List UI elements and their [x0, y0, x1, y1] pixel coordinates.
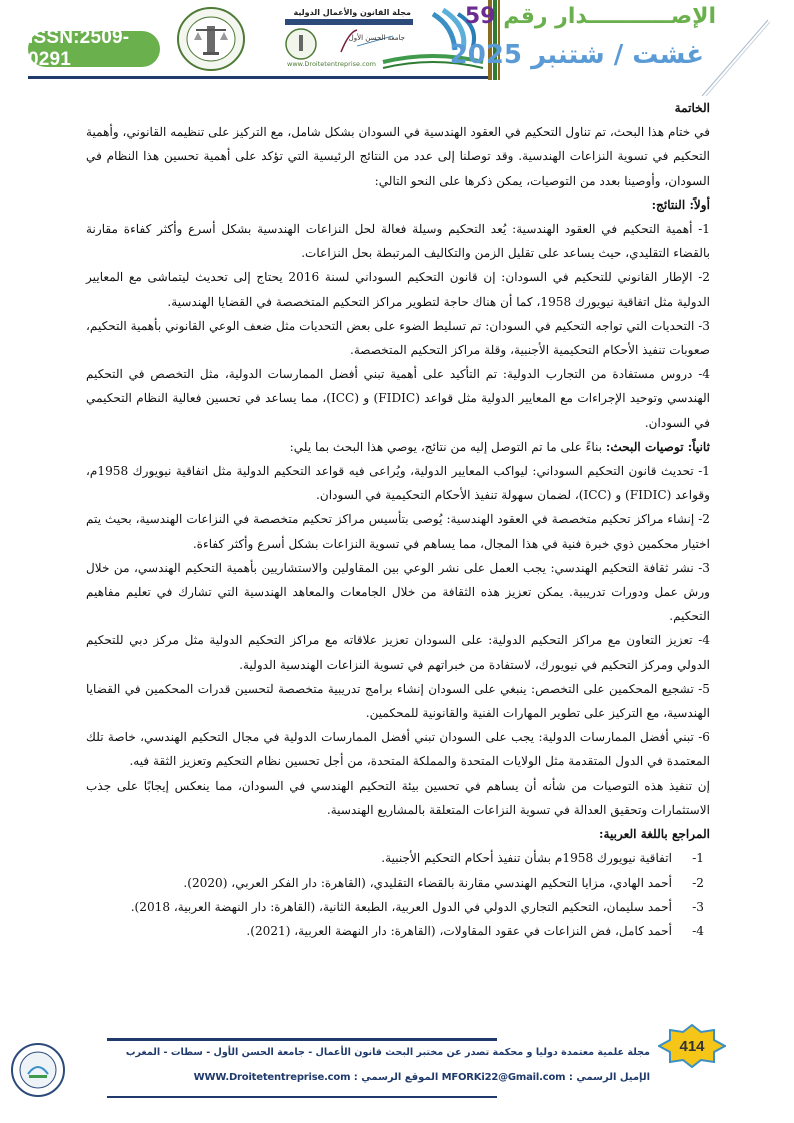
director-stamp-icon: [10, 1042, 66, 1098]
header-rule: [28, 76, 488, 79]
recommendation-item: 4- تعزيز التعاون مع مراكز التحكيم الدولية: على السودان تعزيز علاقاته مع مراكز التحكيم الدولية مثل مركز دبي للتحكيم الدولي ومركز التحكيم في نيويورك، لاستفادة من خبراتهم في تسوية النزاعات الهندسية الدولية.: [86, 633, 710, 672]
svg-text:مجلة القانون والأعمال الدولية: مجلة القانون والأعمال الدولية: [293, 8, 411, 17]
reference-text: اتفاقية نيويورك 1958م بشأن تنفيذ أحكام التحكيم الأجنبية.: [381, 851, 672, 866]
reference-number: 4-: [692, 923, 704, 938]
reference-text: أحمد الهادي، مزايا التحكيم الهندسي مقارنة بالقضاء التقليدي، (القاهرة: دار الفكر العربي، (2020).: [183, 875, 672, 890]
reference-item: [86, 919, 710, 943]
conclusion-heading: الخاتمة: [674, 101, 710, 115]
footer-journal-info: مجلة علمية معتمدة دوليا و محكمة تصدر عن مختبر البحث قانون الأعمال - جامعة الحسن الأول - سطات - المغرب: [125, 1047, 650, 1058]
recommendations-heading: [86, 435, 710, 459]
results-heading: أولاً: النتائج:: [651, 197, 710, 212]
recommendation-item: 1- تحديث قانون التحكيم السوداني: ليواكب المعايير الدولية، ويُراعى فيه قواعد التحكيم الدولية مثل اتفاقية نيويورك 1958م، وقواعد (FIDIC) و (ICC)، لضمان سهولة تنفيذ الأحكام التحكيمية في السودان.: [86, 464, 710, 503]
recommendations-heading-rest: بناءً على ما تم التوصل إليه من نتائج، يوصي هذا البحث بما يلي:: [289, 439, 606, 454]
closing-paragraph: إن تنفيذ هذه التوصيات من شأنه أن يساهم في تحسين بيئة التحكيم الهندسي في السودان، مما ينعكس إيجابًا على جذب الاستثمارات وتحقيق العدالة في تسوية النزاعات المتعلقة بالمشاريع الهندسية.: [86, 778, 710, 817]
decorative-diagonal: [700, 18, 770, 98]
article-body: [86, 96, 710, 943]
recommendation-item: 6- تبني أفضل الممارسات الدولية: يجب على السودان تبني أفضل الممارسات الدولية في مجال التحكيم الهندسي، خاصة تلك المعتمدة في الدول المتقدمة مثل الولايات المتحدة والمملكة المتحدة، من أجل تحسين نظام التحكيم وتعزيز الثقة فيه.: [86, 730, 710, 769]
page-number: 414: [679, 1037, 705, 1055]
recommendations-heading-bold: ثانياً: توصيات البحث:: [605, 439, 710, 454]
reference-number: 2-: [692, 875, 704, 890]
issn-text: ISSN:2509-0291: [28, 27, 130, 70]
reference-item: [86, 871, 710, 895]
reference-text: أحمد سليمان، التحكيم التجاري الدولي في الدول العربية، الطبعة الثانية، (القاهرة: دار النهضة العربية، 2018).: [130, 899, 672, 914]
issue-label: الإصـــــــــــدار رقم: [503, 4, 716, 29]
svg-text:جامعة الحسن الأول: جامعة الحسن الأول: [348, 34, 405, 42]
recommendation-item: 5- تشجيع المحكمين على التخصص: ينبغي على السودان إنشاء برامج تدريبية متخصصة لتحسين قدرات المحكمين في القضايا الهندسية، مع التركيز على تطوير المهارات الفنية والقانونية للمحكمين.: [86, 681, 710, 721]
issue-number: 59: [464, 4, 496, 29]
issue-date: غشت / شتنبر 2025: [449, 40, 704, 70]
result-item: 3- التحديات التي تواجه التحكيم في السودان: تم تسليط الضوء على بعض التحديات مثل ضعف الوعي القانوني بأهمية التحكيم، صعوبات تنفيذ الأحكام التحكيمية الأجنبية، وقلة مراكز التحكيم المتخصصة.: [86, 318, 710, 358]
reference-item: [86, 846, 710, 870]
svg-text:www.Droitetentreprise.com: www.Droitetentreprise.com: [287, 60, 376, 68]
reference-number: 1-: [692, 851, 704, 866]
reference-text: أحمد كامل، فض النزاعات في عقود المقاولات، (القاهرة: دار النهضة العربية، (2021).: [246, 923, 672, 938]
reference-number: 3-: [692, 899, 704, 914]
research-lab-seal-logo: [176, 6, 246, 72]
result-item: 1- أهمية التحكيم في العقود الهندسية: يُعد التحكيم وسيلة فعالة لحل النزاعات الهندسية بشكل أسرع وأكثر كفاءة مقارنة بالقضاء التقليدي، حيث يساعد على تقليل الزمن والتكاليف المرتبطة بحل النزاعات.: [86, 222, 710, 261]
conclusion-intro: في ختام هذا البحث، تم تناول التحكيم في العقود الهندسية في السودان بشكل شامل، مع التركيز على تنظيمه القانوني، وأهمية التحكيم في تسوية النزاعات الهندسية. وقد توصلنا إلى عدد من النتائج الرئيسية التي تؤكد على أهمية تحسين هذا النظام في السودان، وأوصينا بعدد من التوصيات، يمكن ذكرها على النحو التالي:: [86, 125, 710, 188]
issn-badge: [28, 27, 160, 70]
footer-contact-info: الإميل الرسمي : MFORKi22@Gmail.com الموقع الرسمي : WWW.Droitetentreprise.com: [193, 1072, 650, 1083]
footer-rule-top: [107, 1038, 497, 1041]
recommendation-item: 3- نشر ثقافة التحكيم الهندسي: يجب العمل على نشر الوعي بين المقاولين والاستشاريين بأهمية التحكيم الهندسي، من خلال ورش عمل ودورات تدريبية. يمكن تعزيز هذه الثقافة من خلال الجامعات والمعاهد الهندسية التي تشارك في تعليم مفاهيم التحكيم.: [86, 560, 710, 624]
footer-rule-bottom: [107, 1096, 497, 1098]
recommendation-item: 2- إنشاء مراكز تحكيم متخصصة في العقود الهندسية: يُوصى بتأسيس مراكز تحكيم متخصصة في النزاعات الهندسية، بحيث يتم اختيار محكمين ذوي خبرة فنية في هذا المجال، مما يساهم في تسوية النزاعات بشكل أسرع وأكثر كفاءة.: [86, 512, 710, 551]
result-item: 4- دروس مستفادة من التجارب الدولية: تم التأكيد على أهمية تبني أفضل الممارسات الدولية، مثل التخصص في التحكيم الهندسي وتوحيد الإجراءات مع المعايير الدولية مثل قواعد (FIDIC) و (ICC)، مما يساعد في تحسين فعالية النظام التحكيمي في السودان.: [86, 367, 710, 430]
result-item: 2- الإطار القانوني للتحكيم في السودان: إن قانون التحكيم السوداني لسنة 2016 يحتاج إلى تحديث ليتماشى مع المعايير الدولية مثل اتفاقية نيويورك 1958، كما أن هناك حاجة لتطوير مراكز التحكيم المتخصصة في القضايا الهندسية.: [86, 270, 710, 309]
references-heading: المراجع باللغة العربية:: [599, 827, 710, 842]
issue-line: [465, 4, 716, 29]
reference-item: [86, 895, 710, 919]
references-list: [86, 846, 710, 943]
